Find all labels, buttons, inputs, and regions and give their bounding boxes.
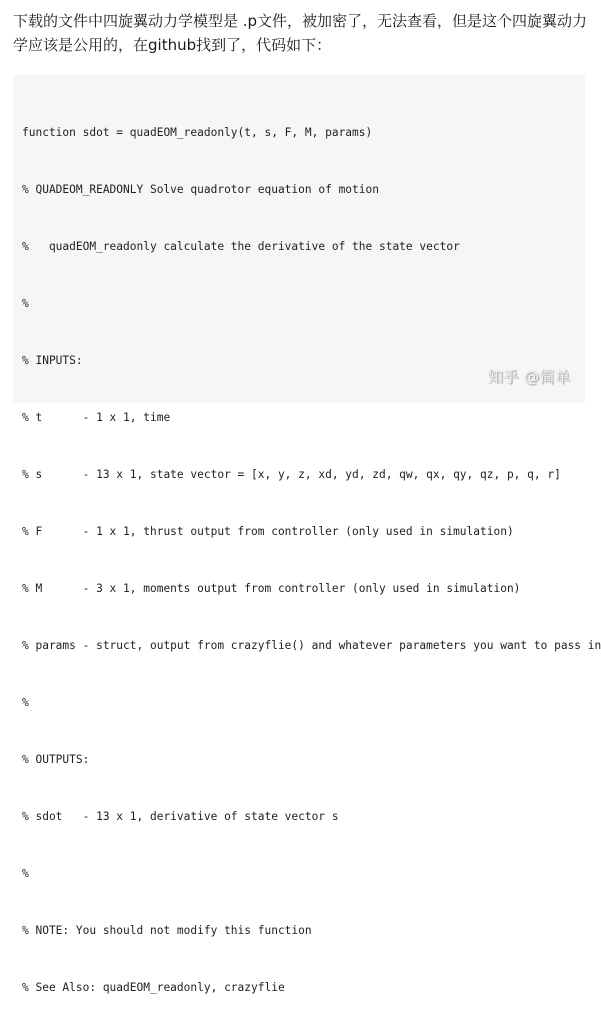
code-line: % (22, 696, 29, 709)
code-line: % params - struct, output from crazyflie() and whatever parameters you want to pass in (22, 639, 601, 652)
intro-paragraph: 下载的文件中四旋翼动力学模型是 .p文件，被加密了，无法查看，但是这个四旋翼动力学应该是公用的，在github找到了，代码如下： (13, 12, 588, 54)
code-line: % NOTE: You should not modify this function (22, 924, 312, 937)
code-line: % M - 3 x 1, moments output from controller (only used in simulation) (22, 582, 521, 595)
code-line: % See Also: quadEOM_readonly, crazyflie (22, 981, 285, 994)
code-lines (22, 85, 601, 1035)
code-line: % INPUTS: (22, 354, 83, 367)
code-block (13, 75, 601, 994)
code-line: % (22, 297, 29, 310)
code-line: % QUADEOM_READONLY Solve quadrotor equation of motion (22, 183, 379, 196)
code-line: % OUTPUTS: (22, 753, 90, 766)
code-line: % sdot - 13 x 1, derivative of state vector s (22, 810, 339, 823)
code-line: % F - 1 x 1, thrust output from controller (only used in simulation) (22, 525, 514, 538)
code-line: % (22, 867, 29, 880)
code-line: function sdot = quadEOM_readonly(t, s, F, M, params) (22, 126, 373, 139)
code-line: % quadEOM_readonly calculate the derivative of the state vector (22, 240, 460, 253)
zhihu-watermark: 知乎 @简单 (488, 368, 571, 386)
code-line: % s - 13 x 1, state vector = [x, y, z, xd, yd, zd, qw, qx, qy, qz, p, q, r] (22, 468, 561, 481)
code-line: % t - 1 x 1, time (22, 411, 171, 424)
